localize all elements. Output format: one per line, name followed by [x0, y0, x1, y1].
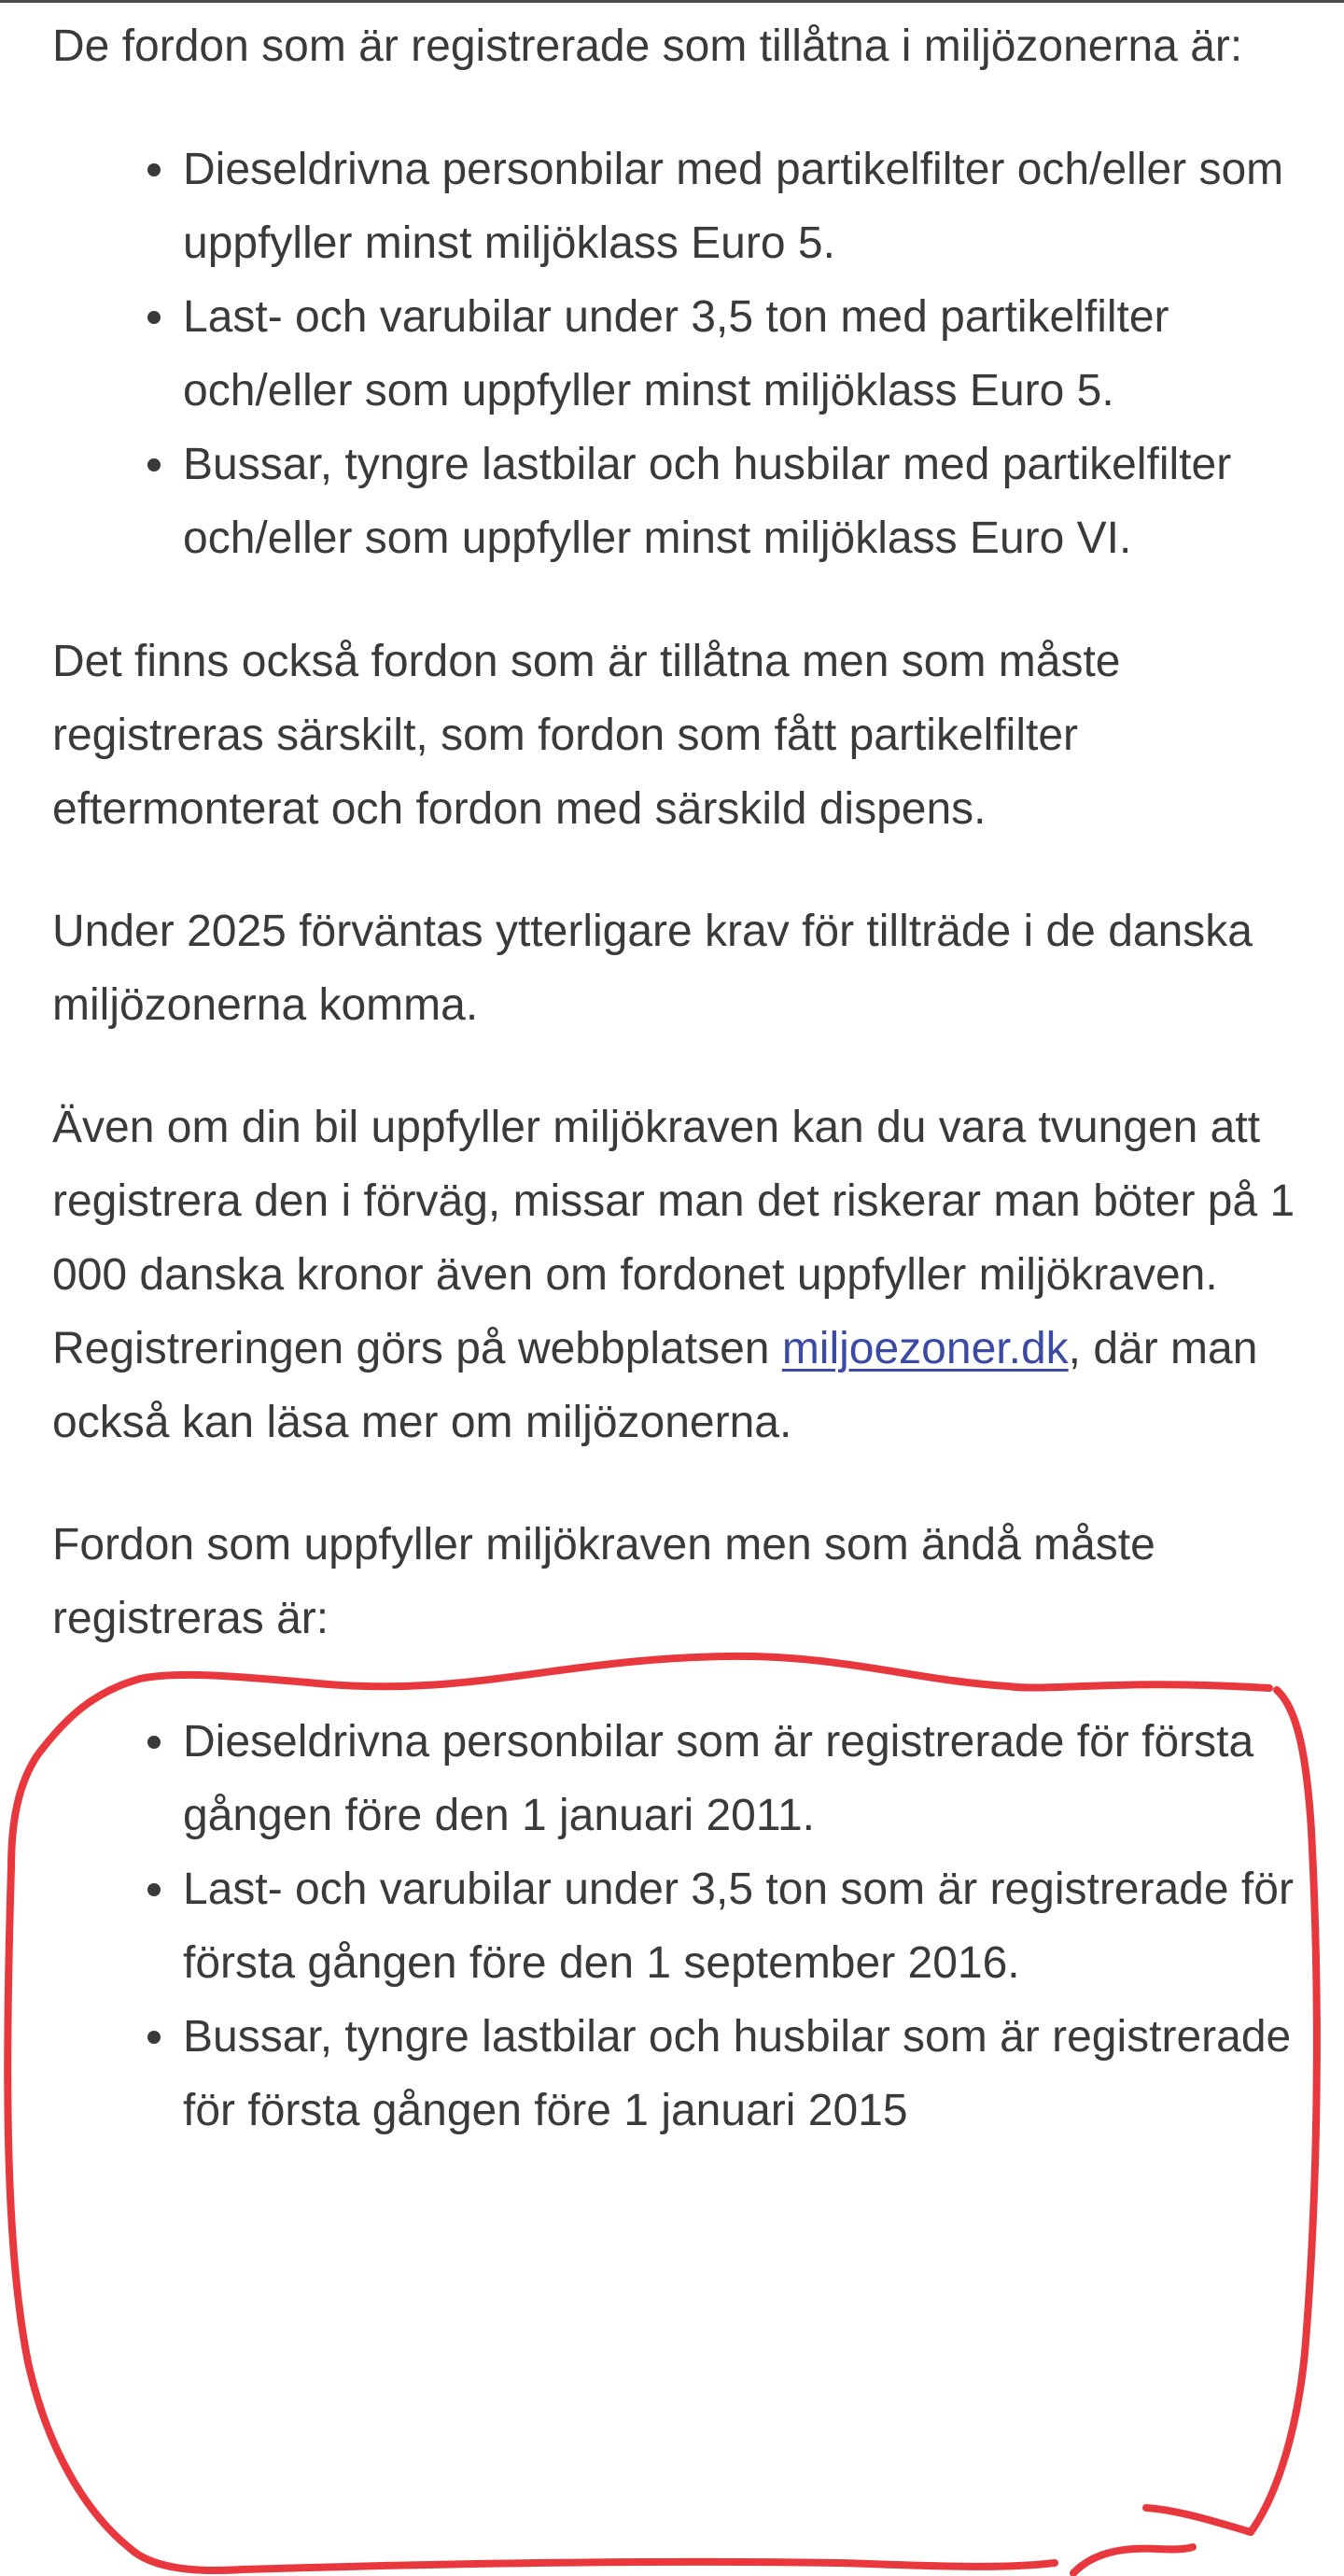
must-register-intro: Fordon som uppfyller miljökraven men som ändå måste registreras är: — [52, 1520, 1155, 1643]
list-item: Last- och varubilar under 3,5 ton med partikelfilter och/eller som uppfyller minst miljöklass Euro 5. — [183, 280, 1303, 428]
future-requirements-paragraph: Under 2025 förväntas ytterligare krav för tillträde i de danska miljözonerna komma. — [52, 907, 1253, 1030]
registration-text-end: , där man också kan läsa mer om miljözonerna. — [52, 1324, 1258, 1447]
allowed-vehicles-list — [52, 133, 1303, 575]
top-divider — [0, 0, 1344, 3]
list-item: Bussar, tyngre lastbilar och husbilar med partikelfilter och/eller som uppfyller minst miljöklass Euro VI. — [183, 428, 1303, 575]
miljoezoner-link[interactable]: miljoezoner.dk — [781, 1324, 1069, 1373]
registration-paragraph — [52, 1091, 1303, 1459]
registration-text: Även om din bil uppfyller miljökraven kan du vara tvungen att registrera den i förväg, missar man det riskerar man böter på 1 000 danska kronor även om fordonet uppfyller miljökraven. Registreringen görs på webbplatsen — [52, 1103, 1295, 1373]
article-body — [52, 9, 1303, 2147]
special-registration-paragraph: Det finns också fordon som är tillåtna men som måste registreras särskilt, som fordon som fått partikelfilter eftermonterat och fordon med särskild dispens. — [52, 637, 1121, 834]
must-register-list — [52, 1705, 1303, 2147]
list-item: Last- och varubilar under 3,5 ton som är registrerade för första gången före den 1 september 2016. — [183, 1852, 1303, 2000]
list-item: Dieseldrivna personbilar med partikelfilter och/eller som uppfyller minst miljöklass Euro 5. — [183, 133, 1303, 280]
red-circle-annotation-tail — [1073, 2547, 1193, 2573]
allowed-vehicles-intro: De fordon som är registrerade som tillåtna i miljözonerna är: — [52, 21, 1243, 71]
list-item: Bussar, tyngre lastbilar och husbilar som är registrerade för första gången före 1 januari 2015 — [183, 2000, 1303, 2147]
list-item: Dieseldrivna personbilar som är registrerade för första gången före den 1 januari 2011. — [183, 1705, 1303, 1852]
